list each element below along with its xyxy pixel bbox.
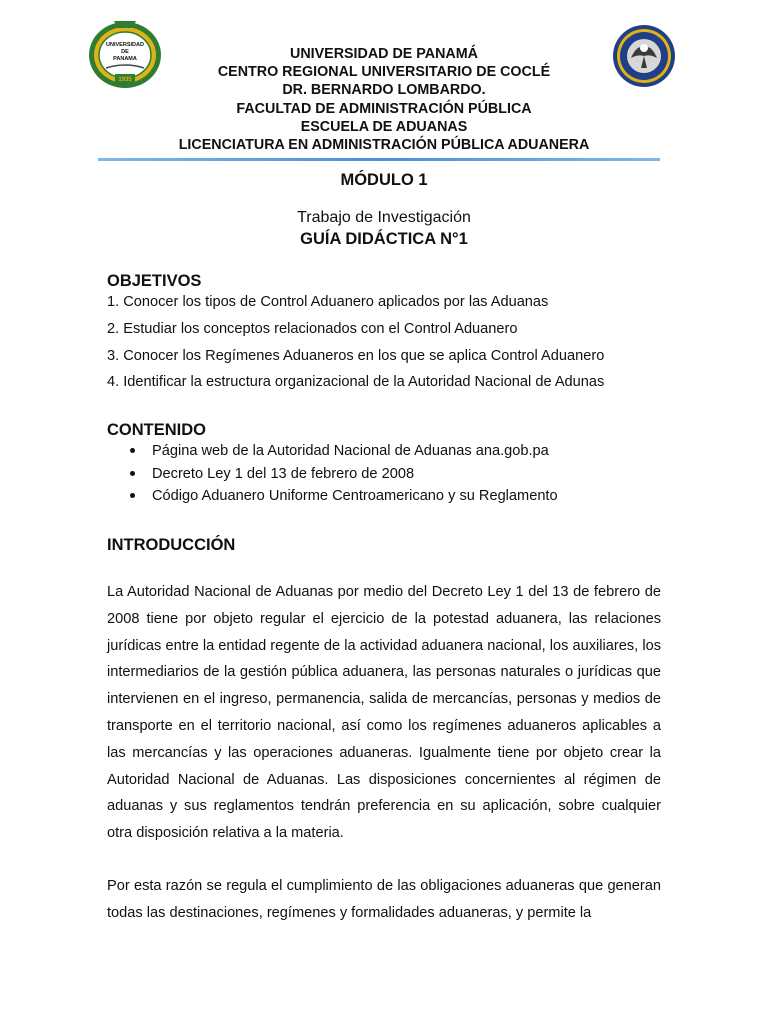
content-list [130,442,558,510]
left-logo-line3: PANAMA [113,56,137,62]
bullet-icon [130,448,135,453]
objective-item: 1. Conocer los tipos de Control Aduanero aplicados por las Aduanas [107,294,549,310]
objective-item: 4. Identificar la estructura organizacional de la Autoridad Nacional de Adunas [107,374,605,391]
objective-item: 2. Estudiar los conceptos relacionados con el Control Aduanero [107,320,518,337]
objectives-heading: OBJETIVOS [107,272,202,290]
content-item-text: Página web de la Autoridad Nacional de Aduanas ana.gob.pa [152,443,549,459]
left-logo-line2: DE [121,49,129,55]
header-line-degree: LICENCIATURA EN ADMINISTRACIÓN PÚBLICA ADUANERA [178,137,590,154]
introduction-heading: INTRODUCCIÓN [107,536,236,554]
bullet-icon [130,471,135,476]
header-divider [98,158,660,161]
header-line-faculty: FACULTAD DE ADMINISTRACIÓN PÚBLICA [236,100,532,117]
bullet-icon [130,493,135,498]
header-line-regional-center: CENTRO REGIONAL UNIVERSITARIO DE COCLÉ [217,64,551,81]
introduction-paragraph: La Autoridad Nacional de Aduanas por medio del Decreto Ley 1 del 13 de febrero de 2008 tiene por objeto regular el ejercicio de la potestad aduanera, las relaciones jurídicas entre la entidad regente de la actividad aduanera nacional, los auxiliares, los intermediarios de la gestión pública aduanera, las personas naturales o jurídicas que intervienen en el ingreso, permanencia, salida de mercancías, personas y medios de transporte en el territorio nacional, así como los regímenes aduaneros aplicables a las mercancías y las operaciones aduaneras. Igualmente tiene por objeto crear la Autoridad Nacional de Aduanas. Las disposiciones concernientes al régimen de aduanas y sus reglamentos tendrán preferencia en su aplicación, sobre cualquier otra disposición relativa a la materia. [107,584,661,842]
header-line-university: UNIVERSIDAD DE PANAMÁ [290,46,478,62]
introduction-paragraph: Por esta razón se regula el cumplimiento de las obligaciones aduaneras que generan todas las destinaciones, regímenes y formalidades aduaneras, y permite la [107,878,661,921]
work-type: Trabajo de Investigación [297,209,471,226]
content-item [130,442,558,465]
objectives-list [107,292,604,399]
module-title: MÓDULO 1 [340,171,428,189]
content-item-text: Decreto Ley 1 del 13 de febrero de 2008 [152,465,415,482]
guide-title: GUÍA DIDÁCTICA N°1 [300,230,468,248]
content-item-text: Código Aduanero Uniforme Centroamericano y su Reglamento [152,488,558,504]
content-item [130,465,558,488]
content-item [130,487,558,510]
institution-header [140,45,628,154]
content-heading: CONTENIDO [107,421,206,439]
left-logo-line1: UNIVERSIDAD [106,42,144,48]
header-line-school: ESCUELA DE ADUANAS [300,118,468,135]
objective-item: 3. Conocer los Regímenes Aduaneros en los que se aplica Control Aduanero [107,347,605,364]
left-logo-year: 1935 [118,77,132,83]
header-line-director: DR. BERNARDO LOMBARDO. [282,82,486,99]
